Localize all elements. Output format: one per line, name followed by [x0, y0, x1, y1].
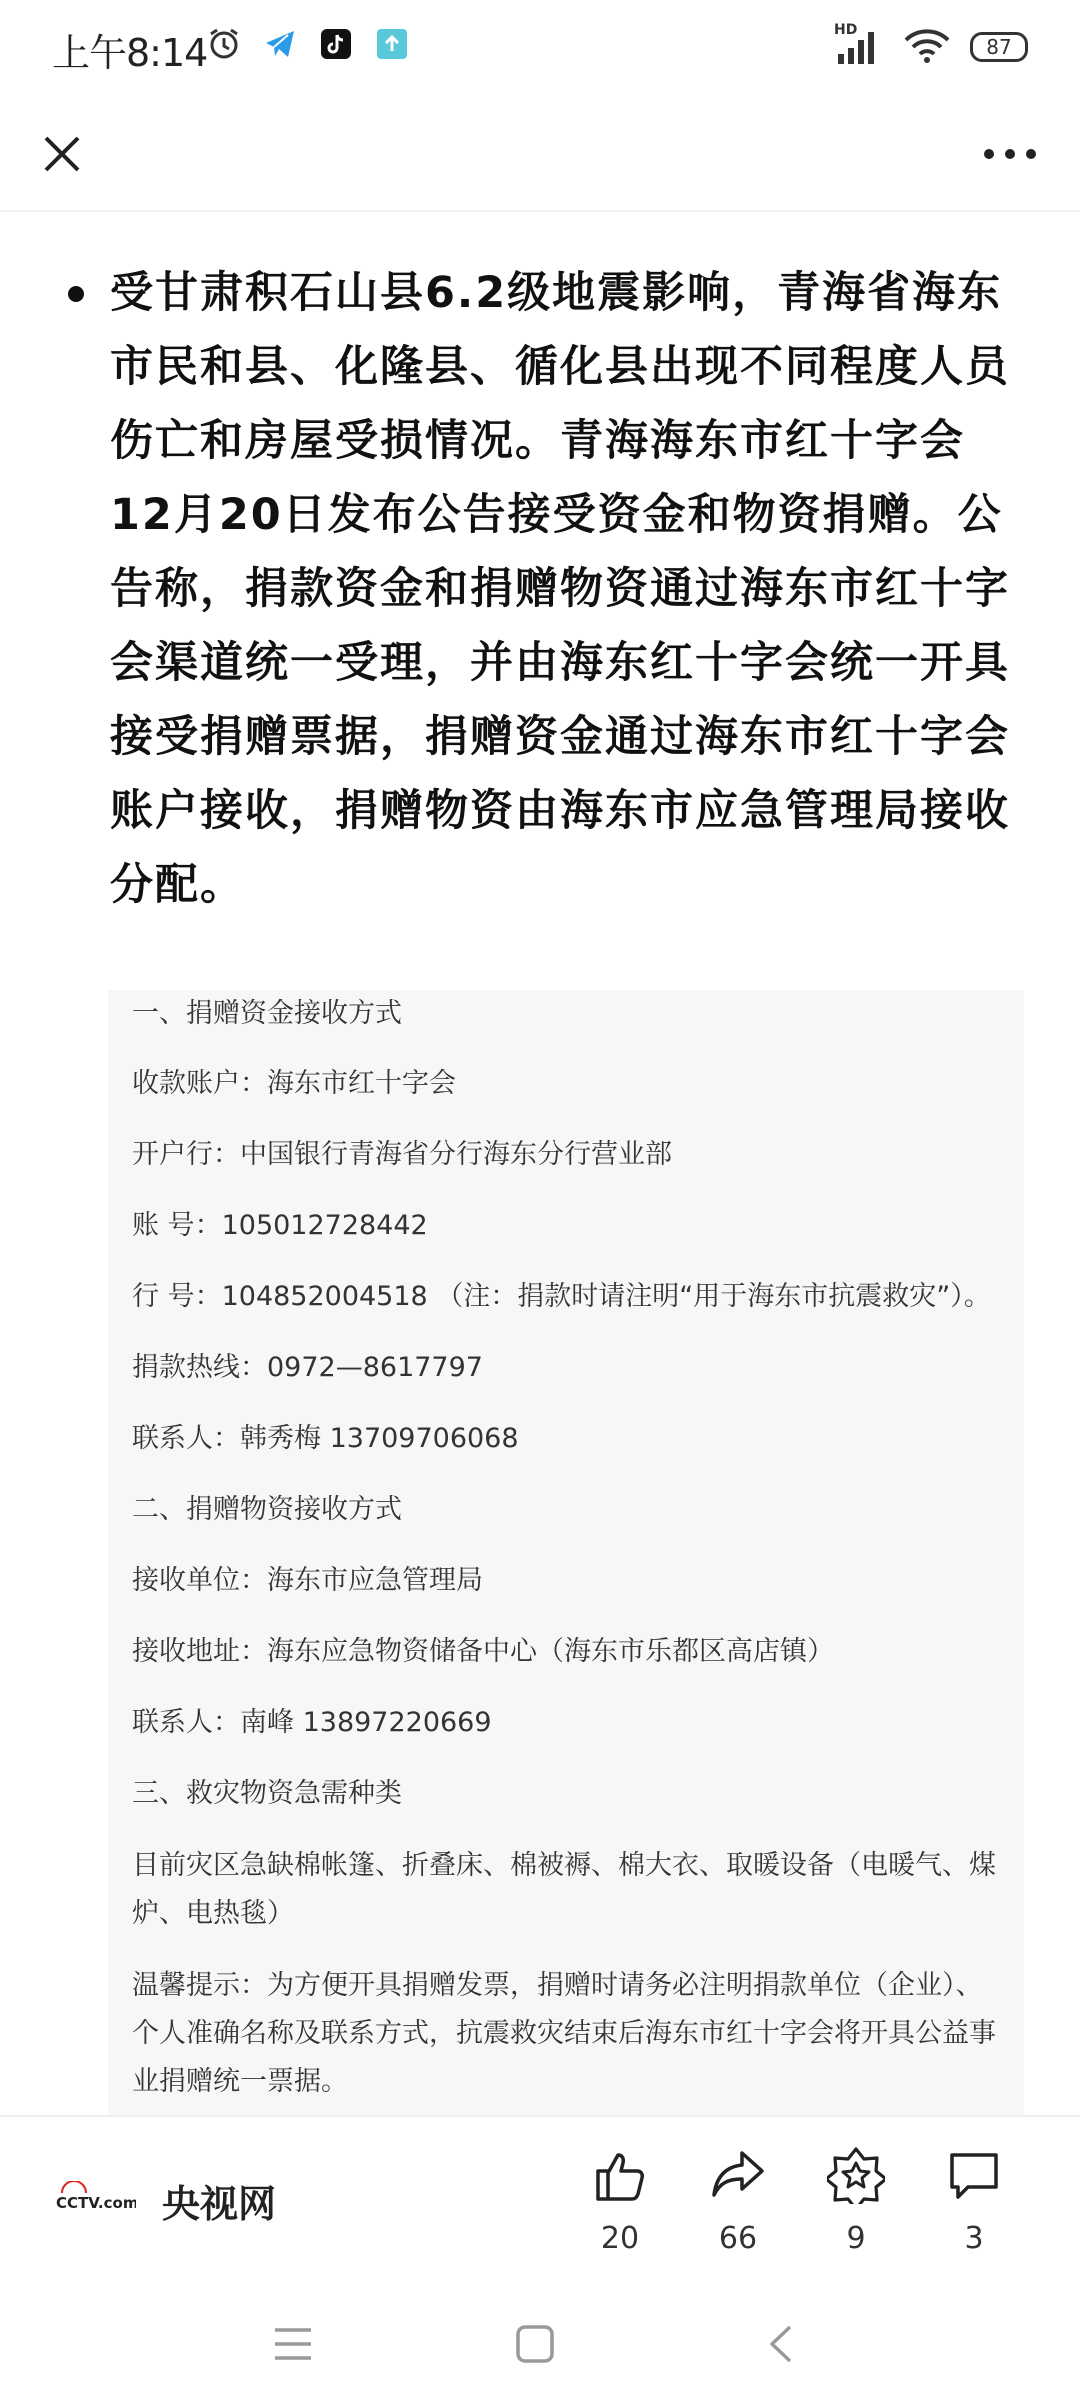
close-button[interactable] — [24, 116, 100, 192]
notice-line: 开户行：中国银行青海省分行海东分行营业部 — [132, 1139, 672, 1170]
battery-indicator: 87 — [970, 32, 1028, 62]
comment-icon — [924, 2143, 1024, 2207]
tiktok-icon — [318, 26, 354, 62]
system-status — [834, 22, 1028, 68]
notice-line: 接收单位：海东市应急管理局 — [132, 1565, 483, 1596]
notice-line: 联系人：韩秀梅 13709706068 — [132, 1423, 519, 1454]
more-options-button[interactable] — [964, 116, 1056, 192]
notice-line: 联系人：南峰 13897220669 — [132, 1707, 492, 1738]
source-name[interactable]: 央视网 — [162, 2182, 277, 2226]
article-content — [0, 210, 1080, 2115]
notice-line: 接收地址：海东应急物资储备中心（海东市乐都区高店镇） — [132, 1636, 834, 1667]
notice-heading-funds: 一、捐赠资金接收方式 — [132, 998, 402, 1029]
status-bar — [0, 0, 1080, 100]
recents-button[interactable] — [258, 2309, 328, 2379]
notice-heading-needs: 三、救灾物资急需种类 — [132, 1778, 402, 1809]
cctv-logo[interactable] — [56, 2181, 136, 2219]
favorite-icon — [806, 2143, 906, 2207]
signal-icon — [834, 22, 884, 66]
thumbs-up-icon — [570, 2143, 670, 2207]
bullet-point — [68, 286, 84, 302]
status-time: 上午8:14 — [52, 31, 208, 75]
notice-line: 捐款热线：0972—8617797 — [132, 1352, 483, 1383]
notification-icons — [206, 26, 410, 62]
back-chevron-icon — [766, 2324, 796, 2364]
square-icon — [515, 2324, 555, 2364]
alarm-icon — [206, 26, 242, 62]
menu-icon — [273, 2326, 313, 2362]
telegram-icon — [262, 26, 298, 62]
comment-button[interactable] — [924, 2143, 1024, 2256]
notice-line: 行 号：104852004518 （注：捐款时请注明“用于海东市抗震救灾”）。 — [132, 1281, 991, 1312]
article-paragraph: 受甘肃积石山县6.2级地震影响，青海省海东市民和县、化隆县、循化县出现不同程度人员伤亡和房屋受损情况。青海海东市红十字会12月20日发布公告接受资金和物资捐赠。公告称，捐款资金和捐赠物资通过海东市红十字会渠道统一受理，并由海东红十字会统一开具接受捐赠票据，捐赠资金通过海东市红十字会账户接收，捐赠物资由海东市应急管理局接收分配。 — [110, 268, 1010, 910]
share-button[interactable] — [688, 2143, 788, 2256]
notice-line: 账 号：105012728442 — [132, 1210, 428, 1241]
wifi-icon — [902, 26, 952, 68]
share-count: 66 — [718, 2221, 758, 2256]
system-nav-bar — [0, 2285, 1080, 2400]
cctv-logo-text: CCTV.com — [56, 2194, 136, 2212]
comment-count: 3 — [964, 2221, 984, 2256]
favorite-count: 9 — [846, 2221, 866, 2256]
notice-tip: 温馨提示：为方便开具捐赠发票，捐赠时请务必注明捐款单位（企业）、个人准确名称及联系方式，抗震救灾结束后海东市红十字会将开具公益事业捐赠统一票据。 — [132, 1970, 996, 2097]
more-icon — [982, 147, 1038, 161]
top-bar — [0, 100, 1080, 212]
notice-heading-supplies: 二、捐赠物资接收方式 — [132, 1494, 402, 1525]
close-icon — [42, 134, 82, 174]
notice-line: 收款账户：海东市红十字会 — [132, 1068, 456, 1099]
like-button[interactable] — [570, 2143, 670, 2256]
home-button[interactable] — [500, 2309, 570, 2379]
network-type: HD — [834, 22, 858, 38]
back-button[interactable] — [746, 2309, 816, 2379]
like-count: 20 — [600, 2221, 640, 2256]
donation-notice — [108, 990, 1024, 2115]
upload-icon — [374, 26, 410, 62]
bottom-action-bar — [0, 2115, 1080, 2287]
favorite-button[interactable] — [806, 2143, 906, 2256]
notice-line: 目前灾区急缺棉帐篷、折叠床、棉被褥、棉大衣、取暖设备（电暖气、煤炉、电热毯） — [132, 1850, 996, 1929]
share-icon — [688, 2143, 788, 2207]
